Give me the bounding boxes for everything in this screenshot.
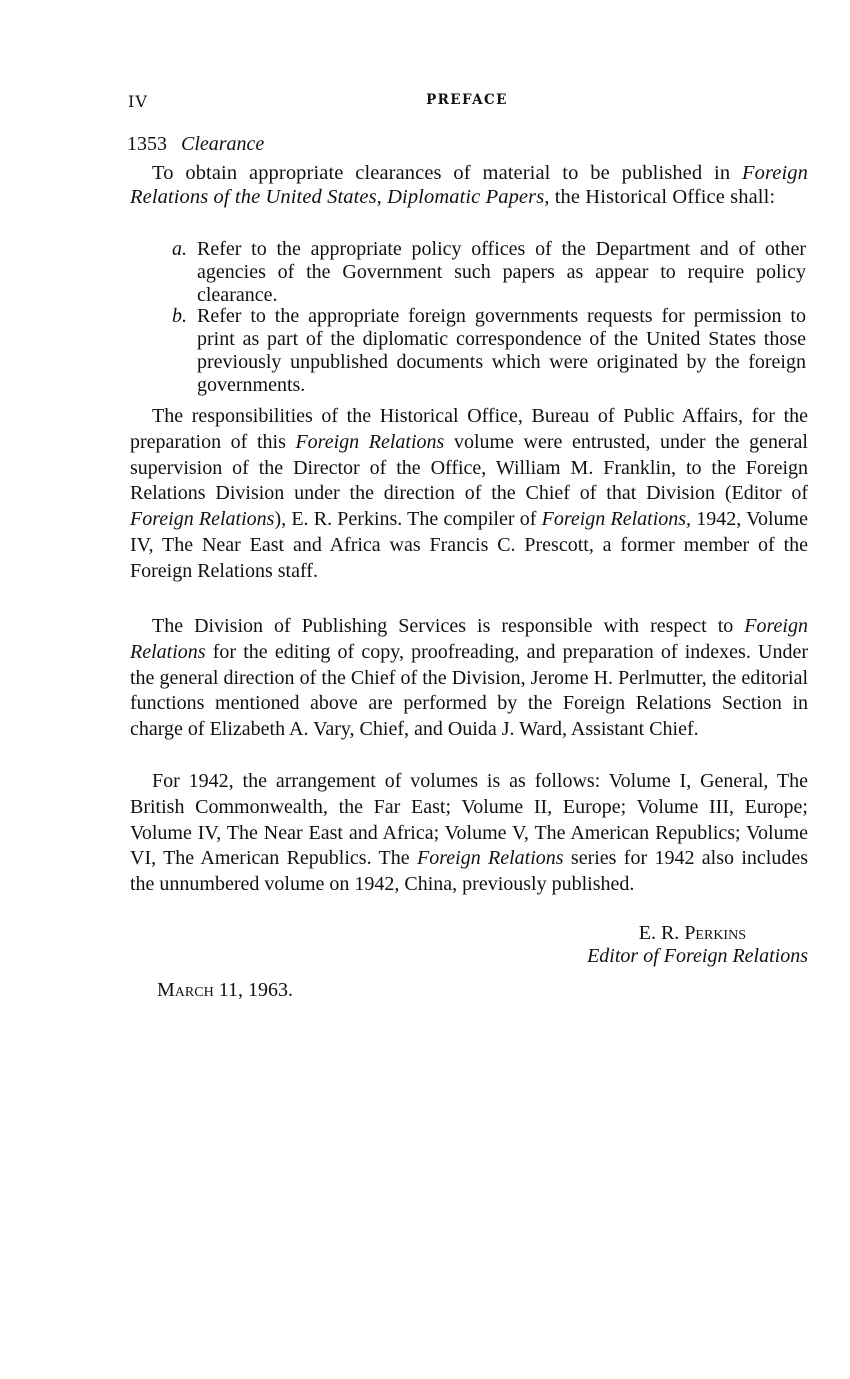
section-number: 1353 xyxy=(127,133,167,155)
paragraph-volumes xyxy=(130,769,808,898)
text-run: series for 1942 also includes the unnumbered volume on 1942, China, previously published. xyxy=(130,847,808,896)
clearance-intro-italic: Foreign Relations of the United States, Diplomatic Papers, xyxy=(130,162,808,208)
page-header xyxy=(128,92,806,114)
text-run: 1942, Volume IV, The Near East and Africa was Francis C. Prescott, a former member of the Foreign Relations staff. xyxy=(130,508,808,582)
list-item xyxy=(172,238,806,307)
italic-run: Foreign Relations xyxy=(295,430,445,453)
italic-run: Foreign Relations, xyxy=(541,508,692,531)
list-marker: b. xyxy=(172,305,187,327)
list-item-text: Refer to the appropriate foreign governments requests for permission to print as part of the diplomatic correspondence of the United States those previously unpublished documents which were originated by the foreign governments. xyxy=(197,305,806,396)
text-run: The Division of Publishing Services is responsible with respect to xyxy=(152,615,745,637)
signature-surname: Perkins xyxy=(684,922,746,944)
text-run: volume were entrusted, under the general supervision of the Director of the Office, William M. Franklin, to the Foreign Relations Division under the direction of the Chief of that Division (Editor of xyxy=(130,430,808,505)
signature-initials: E. R. xyxy=(638,922,680,944)
page-number: IV xyxy=(128,92,148,111)
italic-run: Foreign Relations xyxy=(130,508,275,531)
clearance-intro xyxy=(130,161,808,209)
section-title: Clearance xyxy=(181,133,265,155)
list-marker: a. xyxy=(172,238,187,260)
paragraph-publishing xyxy=(130,614,808,743)
signature-title: Editor of Foreign Relations xyxy=(587,945,808,967)
running-head: PREFACE xyxy=(426,92,508,108)
clearance-intro-text: To obtain appropriate clearances of material to be published in xyxy=(152,162,743,184)
text-run: The responsibilities of the Historical Office, Bureau of Public Affairs, for the preparation of this xyxy=(130,405,808,453)
list-item xyxy=(172,305,806,397)
italic-run: Foreign Relations xyxy=(417,847,564,870)
clearance-intro-tail: the Historical Office shall: xyxy=(549,186,776,208)
text-run: for the editing of copy, proofreading, and preparation of indexes. Under the general direction of the Chief of the Division, Jerome H. Perlmutter, the editorial functions mentioned above are performed by the Foreign Relations Section in charge of Elizabeth A. Vary, Chief, and Ouida J. Ward, Assistant Chief. xyxy=(130,640,808,741)
text-run: ), E. R. Perkins. The compiler of xyxy=(274,508,542,531)
italic-run: Foreign Relations xyxy=(130,615,808,663)
date-rest: 11, 1963. xyxy=(218,979,293,1001)
date-month: March xyxy=(157,979,214,1001)
paragraph-responsibilities xyxy=(130,404,808,585)
signature-name xyxy=(639,922,746,945)
section-heading xyxy=(127,133,264,156)
list-item-text: Refer to the appropriate policy offices of the Department and of other agencies of the Government such papers as appear to require policy clearance. xyxy=(197,238,806,306)
text-run: For 1942, the arrangement of volumes is as follows: Volume I, General, The British Commonwealth, the Far East; Volume II, Europe; Volume III, Europe; Volume IV, The Near East and Africa; Volume V, The American Republics; Volume VI, The American Republics. The xyxy=(130,770,808,870)
date-line xyxy=(157,979,293,1002)
